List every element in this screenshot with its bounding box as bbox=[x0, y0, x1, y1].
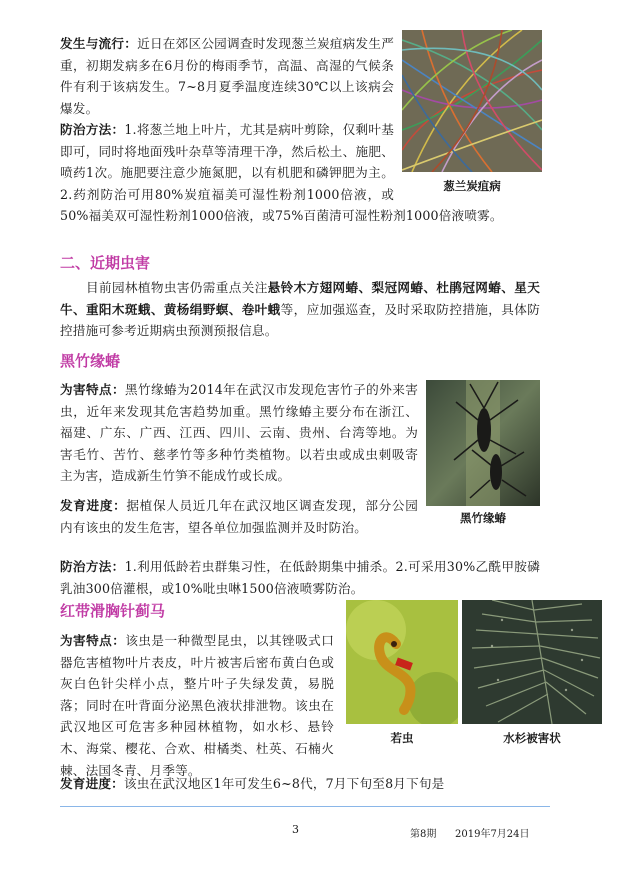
thrips-harm-text: 该虫是一种微型昆虫，以其锉吸式口器危害植物叶片表皮，叶片被害后密布黄白色或灰白色针尖样小点，整片叶子失绿发黄，易脱落；同时在叶背面分泌黑色液状排泄物。该虫在武汉地区可危害多种园林植物，如水杉、悬铃木、海棠、樱花、合欢、柑橘类、杜英、石楠火棘、法国冬青、月季等。 bbox=[60, 633, 335, 778]
bamboo-harm-text: 黑竹缘蝽为2014年在武汉市发现危害竹子的外来害虫，近年来发现其危害趋势加重。黑竹缘蝽主要分布在浙江、福建、广东、广西、江西、四川、云南、贵州、台湾等地。为害毛竹、苦竹、慈孝竹等多种竹类植物。以若虫或成虫刺吸寄主为害，造成新生竹笋不能成竹或长成。 bbox=[60, 382, 418, 484]
black-bamboo-bug-title: 黑竹缘蝽 bbox=[60, 352, 121, 370]
bamboo-harm-paragraph bbox=[60, 379, 418, 487]
bamboo-progress-label: 发育进度： bbox=[60, 498, 127, 513]
disease-control-text: 1.将葱兰地上叶片，尤其是病叶剪除，仅剩叶基即可，同时将地面残叶杂草等清理干净，然后松土、施肥、喷药1次。施肥要注意少施氮肥，以有机肥和磷钾肥为主。2.药剂防治可用80%炭疽福美可湿性粉剂1000倍液，或50%福美双可湿性粉剂1000倍液，或75%百菌清可湿性粉剂1000倍液喷雾。 bbox=[60, 122, 503, 224]
page-number: 3 bbox=[292, 823, 299, 836]
thrips-harm-paragraph bbox=[60, 630, 540, 781]
bamboo-progress-text: 据植保人员近几年在武汉地区调查发现，部分公园内有该虫的发生危害，望各单位加强监测并及时防治。 bbox=[60, 498, 418, 535]
occurrence-paragraph bbox=[60, 33, 394, 119]
thrips-progress-paragraph bbox=[60, 773, 540, 795]
thrips-harm-wrap-spacer bbox=[334, 630, 540, 754]
black-bamboo-bug-caption: 黑竹缘蝽 bbox=[460, 511, 506, 525]
recent-pests-intro-a: 目前园林植物虫害仍需重点关注 bbox=[86, 280, 268, 295]
disease-control-wrap-spacer bbox=[394, 119, 540, 205]
occurrence-label: 发生与流行： bbox=[60, 36, 138, 51]
thrips-nymph-caption: 若虫 bbox=[390, 731, 414, 745]
recent-pests-list: 悬铃木方翅网蝽、梨冠网蝽、杜鹃冠网蝽、星天牛、重阳木斑蛾、黄杨绢野螟、卷叶蛾 bbox=[60, 280, 540, 317]
recent-pests-title: 二、近期虫害 bbox=[60, 254, 151, 272]
bamboo-control-label: 防治方法： bbox=[60, 559, 125, 574]
bamboo-progress-paragraph bbox=[60, 495, 418, 538]
occurrence-text: 近日在郊区公园调查时发现葱兰炭疽病发生严重，初期发病多在6月份的梅雨季节，高温、高湿的气候条件有利于该病发生。7~8月夏季温度连续30℃以上该病会爆发。 bbox=[60, 36, 395, 116]
disease-control-paragraph bbox=[60, 119, 540, 227]
footer-rule bbox=[60, 806, 550, 807]
black-bamboo-bug-photo bbox=[426, 380, 540, 506]
onion-orchid-anthracnose-caption: 葱兰炭疽病 bbox=[443, 179, 501, 193]
thrips-harm-label: 为害特点： bbox=[60, 633, 126, 648]
recent-pests-paragraph bbox=[60, 277, 540, 342]
thrips-progress-label: 发育进度： bbox=[60, 776, 124, 791]
issue-number: 第8期 bbox=[410, 829, 437, 840]
thrips-title: 红带滑胸针蓟马 bbox=[60, 602, 166, 620]
bamboo-harm-label: 为害特点： bbox=[60, 382, 126, 397]
bamboo-control-text: 1.利用低龄若虫群集习性，在低龄期集中捕杀。2.可采用30%乙酰甲胺磷乳油300倍灌根，或10%吡虫啉1500倍液喷雾防治。 bbox=[60, 559, 540, 596]
issue-date: 2019年7月24日 bbox=[455, 829, 530, 840]
thrips-progress-text: 该虫在武汉地区1年可发生6~8代，7月下旬至8月下旬是 bbox=[123, 776, 445, 791]
metasequoia-damage-caption: 水杉被害状 bbox=[503, 731, 561, 745]
disease-control-label: 防治方法： bbox=[60, 122, 125, 137]
bamboo-control-paragraph bbox=[60, 556, 540, 599]
recent-pests-intro-b: 等，应加强巡查，及时采取防控措施，具体防控措施可参考近期病虫预测预报信息。 bbox=[60, 301, 540, 339]
